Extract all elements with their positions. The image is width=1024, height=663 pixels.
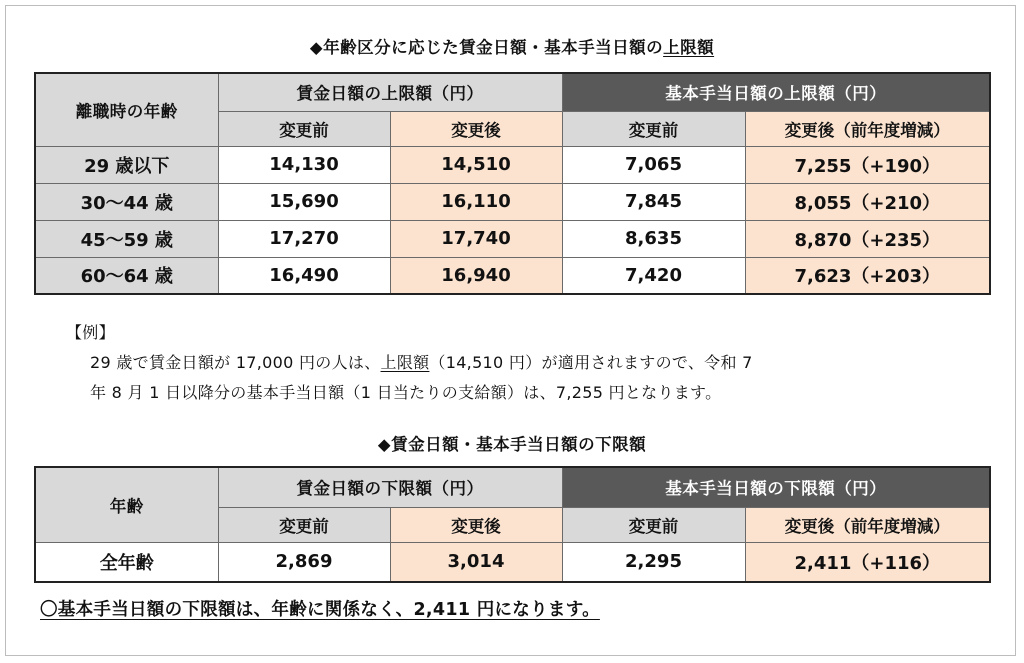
wage-before-header: 変更前 bbox=[218, 507, 390, 542]
table-row bbox=[35, 146, 990, 183]
table-row bbox=[35, 220, 990, 257]
upper-limit-title-text: ◆年齢区分に応じた賃金日額・基本手当日額の bbox=[309, 38, 664, 57]
wage-before-cell: 2,869 bbox=[218, 542, 390, 582]
age-column-header: 年齢 bbox=[35, 467, 218, 542]
table-row bbox=[35, 257, 990, 294]
example-underlined-text: 上限額 bbox=[380, 353, 430, 372]
benefit-before-cell: 2,295 bbox=[562, 542, 745, 582]
wage-after-header: 変更後 bbox=[390, 507, 562, 542]
benefit-after-cell: 7,623（+203） bbox=[745, 257, 990, 294]
wage-upper-header: 賃金日額の上限額（円） bbox=[218, 73, 562, 111]
benefit-before-cell: 7,420 bbox=[562, 257, 745, 294]
benefit-lower-header: 基本手当日額の下限額（円） bbox=[562, 467, 990, 507]
wage-lower-header: 賃金日額の下限額（円） bbox=[218, 467, 562, 507]
wage-after-header: 変更後 bbox=[390, 111, 562, 146]
upper-limit-title bbox=[0, 34, 1024, 58]
wage-before-cell: 15,690 bbox=[218, 183, 390, 220]
wage-before-cell: 16,490 bbox=[218, 257, 390, 294]
wage-after-cell: 17,740 bbox=[390, 220, 562, 257]
lower-limit-table bbox=[34, 466, 991, 583]
wage-after-cell: 3,014 bbox=[390, 542, 562, 582]
benefit-upper-header: 基本手当日額の上限額（円） bbox=[562, 73, 990, 111]
age-cell: 30〜44 歳 bbox=[35, 183, 218, 220]
example-line-1 bbox=[66, 348, 753, 378]
lower-limit-title: ◆賃金日額・基本手当日額の下限額 bbox=[377, 435, 647, 454]
benefit-after-header: 変更後（前年度増減） bbox=[745, 111, 990, 146]
example-block bbox=[66, 318, 753, 408]
upper-limit-title-underlined: 上限額 bbox=[663, 38, 715, 57]
lower-limit-note: 〇基本手当日額の下限額は、年齢に関係なく、2,411 円になります。 bbox=[40, 600, 600, 620]
upper-limit-table bbox=[34, 72, 991, 295]
wage-before-cell: 14,130 bbox=[218, 146, 390, 183]
age-cell: 29 歳以下 bbox=[35, 146, 218, 183]
wage-after-cell: 16,110 bbox=[390, 183, 562, 220]
benefit-after-cell: 8,055（+210） bbox=[745, 183, 990, 220]
benefit-before-header: 変更前 bbox=[562, 507, 745, 542]
wage-after-cell: 16,940 bbox=[390, 257, 562, 294]
wage-before-cell: 17,270 bbox=[218, 220, 390, 257]
benefit-before-cell: 7,845 bbox=[562, 183, 745, 220]
age-cell: 60〜64 歳 bbox=[35, 257, 218, 294]
benefit-after-cell: 7,255（+190） bbox=[745, 146, 990, 183]
benefit-before-cell: 8,635 bbox=[562, 220, 745, 257]
table-row bbox=[35, 183, 990, 220]
example-text: （14,510 円）が適用されますので、令和 7 bbox=[429, 353, 753, 372]
example-text: 29 歳で賃金日額が 17,000 円の人は、 bbox=[90, 353, 381, 372]
example-line-2: 年 8 月 1 日以降分の基本手当日額（1 日当たりの支給額）は、7,255 円となります。 bbox=[90, 383, 722, 402]
age-column-header: 離職時の年齢 bbox=[35, 73, 218, 146]
table-row bbox=[35, 542, 990, 582]
benefit-after-cell: 8,870（+235） bbox=[745, 220, 990, 257]
benefit-before-cell: 7,065 bbox=[562, 146, 745, 183]
benefit-before-header: 変更前 bbox=[562, 111, 745, 146]
wage-after-cell: 14,510 bbox=[390, 146, 562, 183]
benefit-after-header: 変更後（前年度増減） bbox=[745, 507, 990, 542]
age-cell: 全年齢 bbox=[35, 542, 218, 582]
example-label: 【例】 bbox=[66, 323, 115, 342]
age-cell: 45〜59 歳 bbox=[35, 220, 218, 257]
benefit-after-cell: 2,411（+116） bbox=[745, 542, 990, 582]
wage-before-header: 変更前 bbox=[218, 111, 390, 146]
